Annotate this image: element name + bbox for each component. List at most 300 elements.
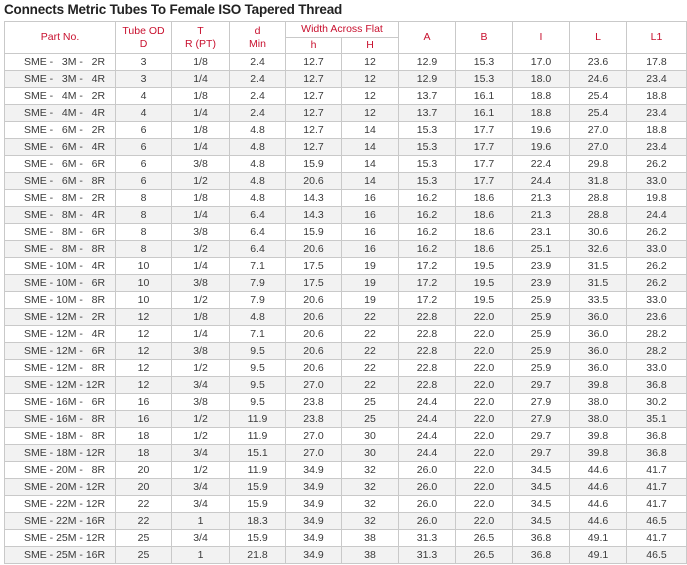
cell-h: 34.9 [286, 513, 342, 530]
cell-a: 17.2 [399, 275, 456, 292]
cell-l1: 36.8 [627, 428, 687, 445]
cell-part-no: SME - 18M - 12R [5, 445, 116, 462]
cell-part-no: SME - 18M - 8R [5, 428, 116, 445]
cell-a: 24.4 [399, 411, 456, 428]
cell-H: 12 [342, 88, 399, 105]
cell-a: 24.4 [399, 428, 456, 445]
cell-l1: 23.4 [627, 71, 687, 88]
cell-i: 25.9 [513, 360, 570, 377]
cell-thread: 3/4 [172, 530, 230, 547]
table-row [5, 547, 687, 564]
header-part-no: Part No. [5, 22, 116, 54]
cell-i: 17.0 [513, 54, 570, 71]
cell-H: 32 [342, 479, 399, 496]
cell-l: 33.5 [570, 292, 627, 309]
header-tube-od-line2: D [139, 37, 148, 50]
cell-i: 29.7 [513, 377, 570, 394]
cell-part-no: SME - 22M - 12R [5, 496, 116, 513]
cell-i: 24.4 [513, 173, 570, 190]
cell-thread: 3/8 [172, 343, 230, 360]
cell-l1: 36.8 [627, 377, 687, 394]
cell-l: 24.6 [570, 71, 627, 88]
header-tube-od-line1: Tube OD [122, 24, 165, 37]
cell-h: 12.7 [286, 71, 342, 88]
cell-b: 22.0 [456, 445, 513, 462]
cell-h: 23.8 [286, 394, 342, 411]
cell-b: 22.0 [456, 326, 513, 343]
cell-tube-od: 3 [116, 54, 172, 71]
cell-H: 22 [342, 360, 399, 377]
cell-d-min: 9.5 [230, 377, 286, 394]
cell-part-no: SME - 4M - 2R [5, 88, 116, 105]
cell-tube-od: 12 [116, 377, 172, 394]
cell-i: 27.9 [513, 394, 570, 411]
cell-H: 30 [342, 445, 399, 462]
cell-thread: 1/4 [172, 326, 230, 343]
cell-l: 49.1 [570, 530, 627, 547]
table-row [5, 496, 687, 513]
cell-l1: 33.0 [627, 173, 687, 190]
cell-d-min: 9.5 [230, 360, 286, 377]
table-row [5, 343, 687, 360]
cell-tube-od: 8 [116, 224, 172, 241]
spec-table [4, 21, 687, 564]
cell-b: 22.0 [456, 343, 513, 360]
cell-i: 18.8 [513, 105, 570, 122]
cell-d-min: 7.1 [230, 258, 286, 275]
cell-part-no: SME - 12M - 12R [5, 377, 116, 394]
cell-l: 31.5 [570, 275, 627, 292]
cell-tube-od: 6 [116, 139, 172, 156]
cell-b: 22.0 [456, 462, 513, 479]
cell-l1: 36.8 [627, 445, 687, 462]
cell-part-no: SME - 10M - 6R [5, 275, 116, 292]
table-row [5, 105, 687, 122]
cell-l1: 19.8 [627, 190, 687, 207]
header-row-top [5, 22, 687, 38]
cell-tube-od: 12 [116, 326, 172, 343]
table-row [5, 258, 687, 275]
cell-tube-od: 25 [116, 547, 172, 564]
cell-d-min: 9.5 [230, 394, 286, 411]
cell-l: 44.6 [570, 479, 627, 496]
cell-H: 22 [342, 326, 399, 343]
cell-part-no: SME - 25M - 12R [5, 530, 116, 547]
header-b: B [456, 22, 513, 54]
cell-l1: 46.5 [627, 547, 687, 564]
cell-thread: 3/4 [172, 445, 230, 462]
cell-l1: 18.8 [627, 122, 687, 139]
cell-l: 39.8 [570, 428, 627, 445]
cell-l: 25.4 [570, 88, 627, 105]
page-title: Connects Metric Tubes To Female ISO Tapered Thread [4, 2, 343, 17]
cell-thread: 1/2 [172, 428, 230, 445]
cell-part-no: SME - 8M - 6R [5, 224, 116, 241]
cell-h: 23.8 [286, 411, 342, 428]
cell-i: 36.8 [513, 547, 570, 564]
cell-d-min: 2.4 [230, 54, 286, 71]
cell-H: 19 [342, 275, 399, 292]
cell-l: 27.0 [570, 122, 627, 139]
cell-b: 22.0 [456, 428, 513, 445]
cell-part-no: SME - 8M - 4R [5, 207, 116, 224]
header-a: A [399, 22, 456, 54]
header-l1: L1 [627, 22, 687, 54]
table-row [5, 377, 687, 394]
cell-l1: 26.2 [627, 275, 687, 292]
cell-h: 15.9 [286, 156, 342, 173]
cell-d-min: 2.4 [230, 105, 286, 122]
cell-thread: 1/8 [172, 190, 230, 207]
cell-l: 38.0 [570, 394, 627, 411]
cell-tube-od: 8 [116, 241, 172, 258]
cell-tube-od: 12 [116, 360, 172, 377]
cell-l1: 33.0 [627, 360, 687, 377]
header-h-lower: h [286, 38, 342, 54]
cell-thread: 1/2 [172, 360, 230, 377]
cell-d-min: 2.4 [230, 88, 286, 105]
cell-thread: 1 [172, 513, 230, 530]
cell-d-min: 6.4 [230, 241, 286, 258]
cell-l: 32.6 [570, 241, 627, 258]
cell-a: 24.4 [399, 445, 456, 462]
cell-l: 36.0 [570, 309, 627, 326]
cell-b: 16.1 [456, 105, 513, 122]
cell-thread: 1/4 [172, 207, 230, 224]
cell-thread: 1/2 [172, 462, 230, 479]
table-row [5, 326, 687, 343]
cell-l1: 24.4 [627, 207, 687, 224]
cell-tube-od: 18 [116, 445, 172, 462]
cell-thread: 1/2 [172, 292, 230, 309]
cell-h: 20.6 [286, 173, 342, 190]
cell-l1: 46.5 [627, 513, 687, 530]
cell-l1: 28.2 [627, 343, 687, 360]
cell-H: 30 [342, 428, 399, 445]
cell-part-no: SME - 12M - 8R [5, 360, 116, 377]
cell-l: 38.0 [570, 411, 627, 428]
table-row [5, 139, 687, 156]
cell-H: 38 [342, 547, 399, 564]
cell-i: 29.7 [513, 445, 570, 462]
cell-H: 16 [342, 207, 399, 224]
cell-b: 17.7 [456, 156, 513, 173]
cell-part-no: SME - 20M - 12R [5, 479, 116, 496]
cell-d-min: 15.9 [230, 479, 286, 496]
cell-b: 18.6 [456, 190, 513, 207]
cell-h: 12.7 [286, 122, 342, 139]
cell-h: 17.5 [286, 275, 342, 292]
cell-l: 44.6 [570, 496, 627, 513]
table-row [5, 411, 687, 428]
cell-part-no: SME - 3M - 4R [5, 71, 116, 88]
table-row [5, 462, 687, 479]
cell-tube-od: 12 [116, 309, 172, 326]
cell-d-min: 4.8 [230, 122, 286, 139]
cell-H: 14 [342, 122, 399, 139]
cell-part-no: SME - 3M - 2R [5, 54, 116, 71]
cell-H: 16 [342, 190, 399, 207]
cell-thread: 1/2 [172, 411, 230, 428]
cell-h: 20.6 [286, 241, 342, 258]
cell-l1: 33.0 [627, 241, 687, 258]
cell-b: 17.7 [456, 139, 513, 156]
cell-H: 32 [342, 462, 399, 479]
cell-d-min: 4.8 [230, 139, 286, 156]
cell-a: 13.7 [399, 88, 456, 105]
header-thread-line2: R (PT) [185, 37, 216, 50]
cell-l1: 41.7 [627, 530, 687, 547]
cell-b: 19.5 [456, 292, 513, 309]
cell-tube-od: 10 [116, 258, 172, 275]
cell-H: 22 [342, 377, 399, 394]
table-row [5, 428, 687, 445]
cell-thread: 1/2 [172, 241, 230, 258]
cell-H: 14 [342, 156, 399, 173]
cell-h: 15.9 [286, 224, 342, 241]
cell-i: 19.6 [513, 122, 570, 139]
table-row [5, 71, 687, 88]
cell-a: 31.3 [399, 530, 456, 547]
cell-d-min: 6.4 [230, 207, 286, 224]
cell-h: 27.0 [286, 377, 342, 394]
cell-tube-od: 22 [116, 496, 172, 513]
table-row [5, 445, 687, 462]
cell-tube-od: 4 [116, 105, 172, 122]
cell-b: 26.5 [456, 530, 513, 547]
cell-b: 18.6 [456, 241, 513, 258]
cell-tube-od: 22 [116, 513, 172, 530]
cell-tube-od: 25 [116, 530, 172, 547]
cell-a: 26.0 [399, 462, 456, 479]
cell-i: 23.9 [513, 258, 570, 275]
cell-H: 16 [342, 224, 399, 241]
cell-i: 23.1 [513, 224, 570, 241]
cell-a: 17.2 [399, 258, 456, 275]
cell-d-min: 21.8 [230, 547, 286, 564]
cell-a: 22.8 [399, 326, 456, 343]
cell-b: 19.5 [456, 275, 513, 292]
cell-i: 25.9 [513, 343, 570, 360]
cell-l: 36.0 [570, 326, 627, 343]
table-row [5, 156, 687, 173]
cell-b: 22.0 [456, 411, 513, 428]
table-row [5, 122, 687, 139]
cell-part-no: SME - 20M - 8R [5, 462, 116, 479]
cell-l: 31.5 [570, 258, 627, 275]
cell-part-no: SME - 6M - 6R [5, 156, 116, 173]
cell-h: 12.7 [286, 105, 342, 122]
cell-d-min: 4.8 [230, 173, 286, 190]
cell-h: 20.6 [286, 309, 342, 326]
cell-b: 15.3 [456, 54, 513, 71]
cell-part-no: SME - 6M - 4R [5, 139, 116, 156]
table-row [5, 241, 687, 258]
header-width-across-flat: Width Across Flat [286, 22, 399, 38]
cell-i: 25.9 [513, 326, 570, 343]
cell-a: 15.3 [399, 156, 456, 173]
cell-H: 22 [342, 309, 399, 326]
cell-l1: 23.4 [627, 105, 687, 122]
cell-a: 24.4 [399, 394, 456, 411]
cell-a: 13.7 [399, 105, 456, 122]
table-row [5, 513, 687, 530]
cell-b: 22.0 [456, 496, 513, 513]
cell-b: 17.7 [456, 122, 513, 139]
cell-h: 20.6 [286, 343, 342, 360]
table-row [5, 479, 687, 496]
cell-a: 17.2 [399, 292, 456, 309]
table-row [5, 173, 687, 190]
cell-h: 34.9 [286, 462, 342, 479]
cell-b: 22.0 [456, 479, 513, 496]
cell-H: 38 [342, 530, 399, 547]
cell-a: 16.2 [399, 207, 456, 224]
cell-b: 22.0 [456, 513, 513, 530]
cell-b: 19.5 [456, 258, 513, 275]
cell-tube-od: 16 [116, 394, 172, 411]
cell-H: 12 [342, 105, 399, 122]
cell-b: 17.7 [456, 173, 513, 190]
cell-l1: 30.2 [627, 394, 687, 411]
cell-l: 44.6 [570, 513, 627, 530]
cell-H: 25 [342, 394, 399, 411]
cell-part-no: SME - 12M - 2R [5, 309, 116, 326]
header-thread-line1: T [197, 24, 204, 37]
cell-i: 21.3 [513, 207, 570, 224]
cell-part-no: SME - 12M - 4R [5, 326, 116, 343]
cell-h: 34.9 [286, 496, 342, 513]
cell-l: 28.8 [570, 190, 627, 207]
cell-H: 32 [342, 513, 399, 530]
cell-thread: 1/4 [172, 139, 230, 156]
cell-part-no: SME - 8M - 8R [5, 241, 116, 258]
table-row [5, 309, 687, 326]
cell-tube-od: 3 [116, 71, 172, 88]
cell-l1: 26.2 [627, 258, 687, 275]
header-h-upper: H [342, 38, 399, 54]
cell-l1: 23.6 [627, 309, 687, 326]
header-d-line1: d [254, 24, 261, 37]
cell-b: 22.0 [456, 309, 513, 326]
cell-i: 34.5 [513, 513, 570, 530]
cell-h: 20.6 [286, 292, 342, 309]
cell-b: 16.1 [456, 88, 513, 105]
cell-l1: 33.0 [627, 292, 687, 309]
cell-tube-od: 12 [116, 343, 172, 360]
cell-l: 27.0 [570, 139, 627, 156]
cell-b: 22.0 [456, 360, 513, 377]
cell-h: 14.3 [286, 190, 342, 207]
cell-thread: 1/4 [172, 105, 230, 122]
cell-thread: 3/8 [172, 156, 230, 173]
cell-thread: 3/8 [172, 275, 230, 292]
cell-l1: 41.7 [627, 462, 687, 479]
cell-part-no: SME - 12M - 6R [5, 343, 116, 360]
cell-l: 49.1 [570, 547, 627, 564]
cell-thread: 1/2 [172, 173, 230, 190]
cell-d-min: 9.5 [230, 343, 286, 360]
cell-part-no: SME - 10M - 8R [5, 292, 116, 309]
cell-l: 28.8 [570, 207, 627, 224]
cell-l1: 17.8 [627, 54, 687, 71]
cell-a: 22.8 [399, 360, 456, 377]
cell-i: 25.9 [513, 309, 570, 326]
cell-h: 12.7 [286, 88, 342, 105]
table-row [5, 530, 687, 547]
cell-i: 19.6 [513, 139, 570, 156]
cell-i: 25.9 [513, 292, 570, 309]
cell-a: 26.0 [399, 479, 456, 496]
cell-tube-od: 16 [116, 411, 172, 428]
cell-h: 34.9 [286, 530, 342, 547]
cell-i: 22.4 [513, 156, 570, 173]
cell-d-min: 7.9 [230, 275, 286, 292]
cell-i: 23.9 [513, 275, 570, 292]
table-row [5, 88, 687, 105]
cell-l1: 28.2 [627, 326, 687, 343]
cell-tube-od: 20 [116, 479, 172, 496]
cell-thread: 1/8 [172, 54, 230, 71]
cell-d-min: 18.3 [230, 513, 286, 530]
cell-l1: 18.8 [627, 88, 687, 105]
cell-b: 22.0 [456, 377, 513, 394]
table-row [5, 394, 687, 411]
table-row [5, 190, 687, 207]
cell-h: 34.9 [286, 547, 342, 564]
cell-thread: 3/4 [172, 496, 230, 513]
cell-thread: 1 [172, 547, 230, 564]
cell-a: 22.8 [399, 309, 456, 326]
cell-a: 22.8 [399, 377, 456, 394]
cell-H: 12 [342, 71, 399, 88]
table-row [5, 54, 687, 71]
cell-a: 12.9 [399, 71, 456, 88]
cell-l1: 26.2 [627, 224, 687, 241]
header-d-min [230, 22, 286, 54]
cell-tube-od: 8 [116, 207, 172, 224]
table-row [5, 207, 687, 224]
cell-H: 25 [342, 411, 399, 428]
cell-a: 26.0 [399, 513, 456, 530]
cell-l1: 35.1 [627, 411, 687, 428]
cell-a: 16.2 [399, 241, 456, 258]
cell-b: 26.5 [456, 547, 513, 564]
cell-i: 21.3 [513, 190, 570, 207]
cell-thread: 3/8 [172, 394, 230, 411]
cell-d-min: 6.4 [230, 224, 286, 241]
cell-b: 22.0 [456, 394, 513, 411]
cell-d-min: 2.4 [230, 71, 286, 88]
cell-l: 30.6 [570, 224, 627, 241]
cell-d-min: 4.8 [230, 156, 286, 173]
table-row [5, 360, 687, 377]
cell-thread: 1/8 [172, 122, 230, 139]
cell-d-min: 11.9 [230, 428, 286, 445]
cell-l: 23.6 [570, 54, 627, 71]
cell-l: 25.4 [570, 105, 627, 122]
cell-l1: 41.7 [627, 496, 687, 513]
cell-tube-od: 18 [116, 428, 172, 445]
cell-i: 27.9 [513, 411, 570, 428]
cell-i: 34.5 [513, 462, 570, 479]
cell-l: 44.6 [570, 462, 627, 479]
cell-i: 29.7 [513, 428, 570, 445]
cell-part-no: SME - 16M - 6R [5, 394, 116, 411]
cell-l: 36.0 [570, 343, 627, 360]
cell-b: 15.3 [456, 71, 513, 88]
cell-d-min: 11.9 [230, 411, 286, 428]
